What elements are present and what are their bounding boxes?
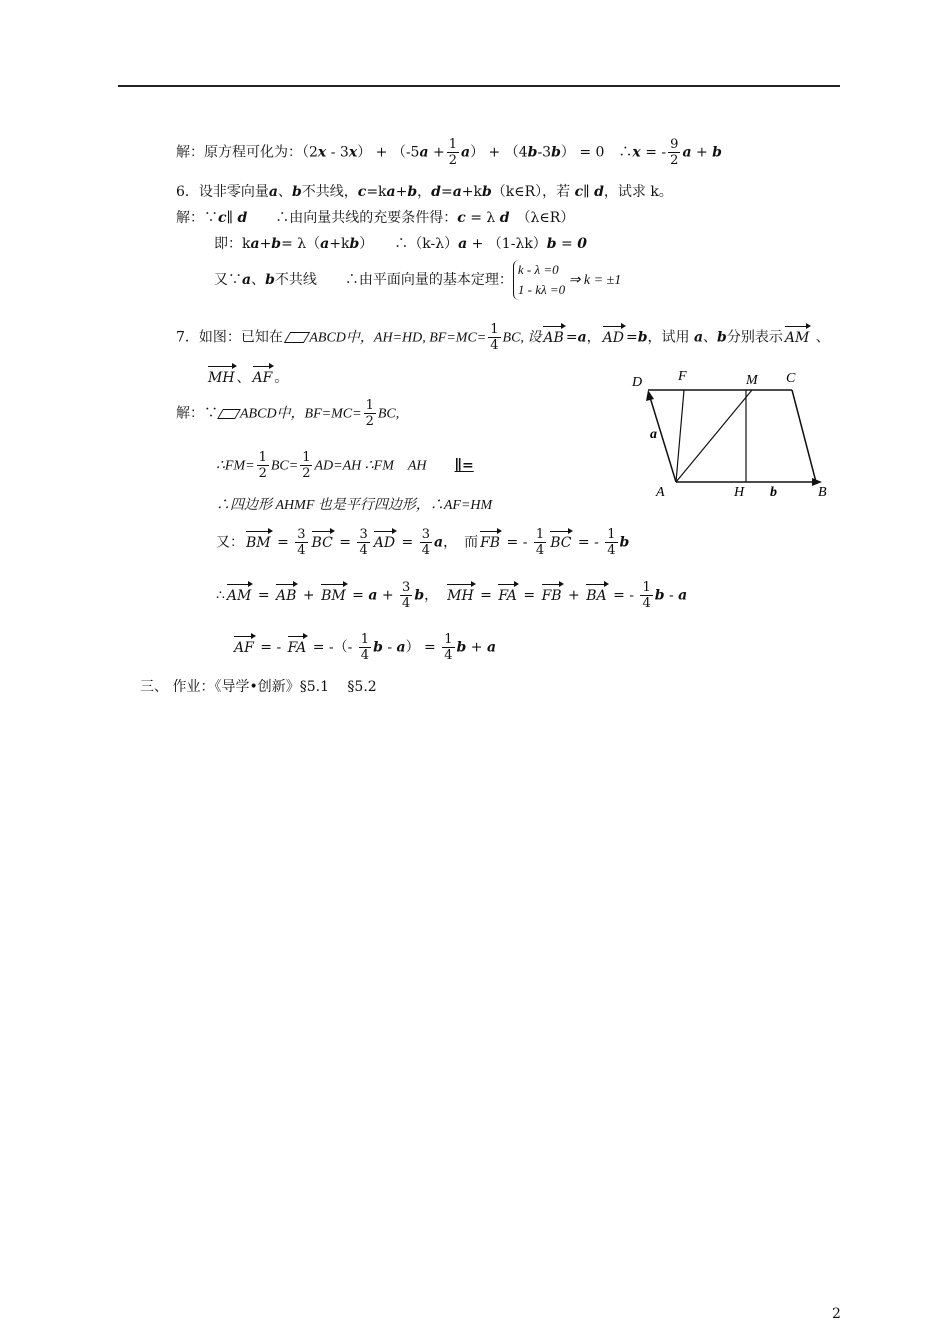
solution-6-line-2: 即：ka+b= λ（a+kb） ∴（k-λ）a + （1-λk）b = 0	[214, 236, 587, 252]
label-D: D	[632, 375, 643, 390]
parallelogram-icon	[284, 332, 310, 343]
figure-svg	[624, 364, 838, 504]
label-H: H	[734, 485, 745, 500]
parallelogram-figure	[624, 364, 838, 504]
fraction: $\frac{1}{2}$	[448, 137, 458, 168]
solution-6-line-1: 解：∵c∥ d ∴由向量共线的充要条件得：c = λ d （λ∈R）	[176, 210, 575, 226]
solution-7-line-4: 又： BM = $\frac{3}{4}$ BC = $\frac{3}{4}$ AD = $\frac{3}{4}$ a， 而 FB = - $\frac{1}{4}$ BC = - $\frac{1}{4}$ b	[216, 527, 630, 558]
header-rule	[118, 85, 840, 87]
homework-line: 三、 作业：《导学•创新》§5.1 §5.2	[140, 679, 377, 695]
fraction: $\frac{3}{4}$	[359, 527, 368, 558]
page-number: 2	[832, 1306, 841, 1322]
problem-7-cont: MH 、 AF 。	[206, 365, 288, 387]
fraction: $\frac{1}{4}$	[360, 632, 370, 663]
solution-7-line-6: AF = - FA = -（- $\frac{1}{4}$ b - a） = $\frac{1}{4}$ b + a	[234, 632, 497, 663]
fraction: $\frac{1}{2}$	[302, 450, 311, 481]
label-B: B	[818, 485, 827, 500]
fraction: $\frac{3}{4}$	[297, 527, 306, 558]
label-A: A	[656, 485, 665, 500]
fraction: $\frac{3}{4}$	[402, 580, 411, 611]
label-F: F	[678, 369, 687, 384]
label-vector-a: a	[650, 427, 657, 442]
solution-line-equation: 解：原方程可化为：（2x - 3x） + （-5a + $\frac{1}{2}$ a） + （4b-3b） = 0 ∴x = - $\frac{9}{2}$ a + b	[176, 137, 722, 168]
equation-system: k - λ =0 1 - kλ =0	[513, 260, 565, 300]
label-C: C	[786, 371, 796, 386]
label-vector-b: b	[770, 485, 777, 500]
fraction: $\frac{1}{4}$	[490, 322, 499, 353]
problem-6: 6．设非零向量a、b不共线，c=ka+b，d=a+kb（k∈R），若 c∥ d，试求 k。	[176, 184, 673, 200]
solution-6-line-3: 又∵a、b不共线 ∴由平面向量的基本定理： k - λ =0 1 - kλ =0 ⇒ k = ±1	[214, 258, 621, 303]
solution-7-line-5: ∴ AM = AB + BM = a + $\frac{3}{4}$ b， MH = FA = FB + BA = - $\frac{1}{4}$ b - a	[216, 580, 688, 611]
fraction: $\frac{1}{4}$	[642, 580, 651, 611]
fraction: $\frac{1}{4}$	[607, 527, 616, 558]
solution-7-line-3: ∴四边形 AHMF 也是平行四边形，∴AF=HM	[216, 498, 493, 513]
fraction: $\frac{1}{4}$	[444, 632, 453, 663]
parallelogram-icon	[217, 409, 241, 419]
solution-7-line-2: ∴FM= $\frac{1}{2}$ BC= $\frac{1}{2}$ AD=AH ∴FM AH ∥=	[216, 450, 474, 481]
solution-7-line-1: 解：∵ ABCD中，BF=MC= $\frac{1}{2}$ BC,	[176, 398, 400, 429]
fraction: $\frac{1}{2}$	[365, 398, 374, 429]
fraction: $\frac{3}{4}$	[421, 527, 430, 558]
label-M: M	[746, 373, 758, 388]
fraction: $\frac{1}{4}$	[535, 527, 545, 558]
fraction: $\frac{9}{2}$	[670, 137, 679, 168]
problem-7: 7．如图：已知在 ABCD中，AH=HD, BF=MC= $\frac{1}{4}$ BC, 设 AB =a， AD =b，试用 a、b分别表示 AM 、	[176, 322, 830, 353]
fraction: $\frac{1}{2}$	[258, 450, 267, 481]
